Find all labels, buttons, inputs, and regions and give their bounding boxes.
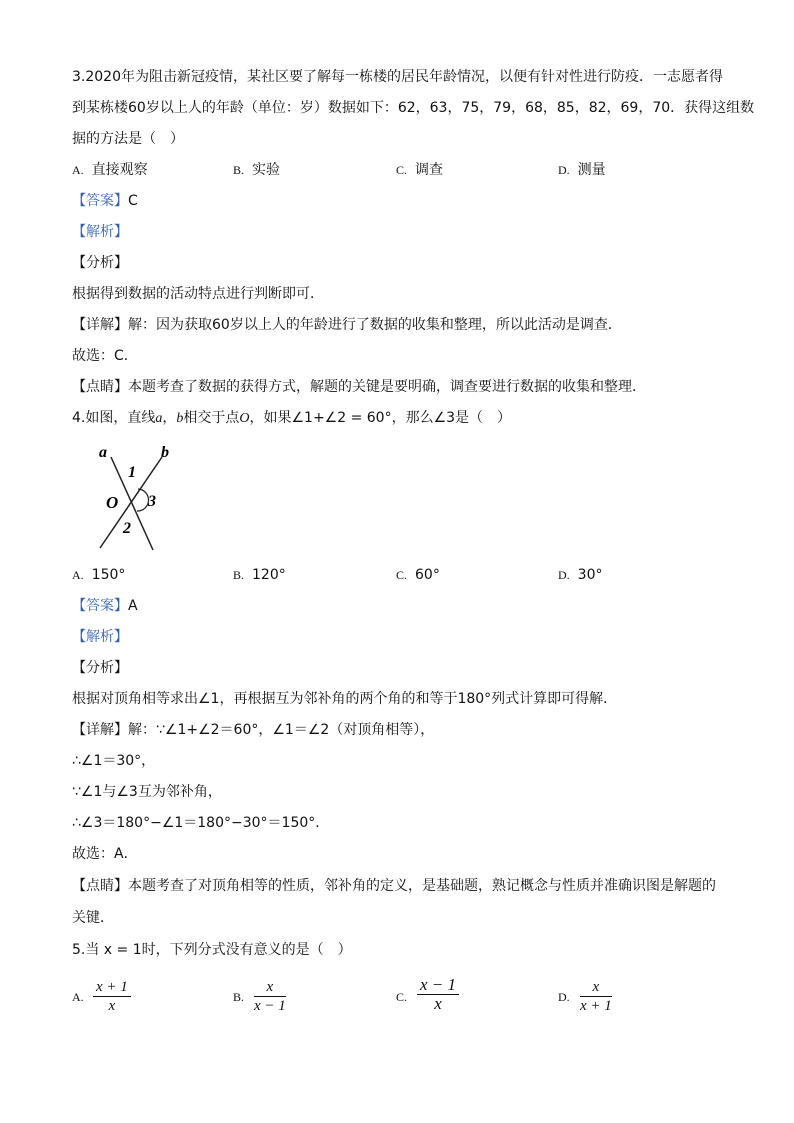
label-1: 1 <box>128 464 136 481</box>
q4-option-b: B. 120° <box>233 567 286 583</box>
q5-option-a-fraction: $\frac{x + 1}{x}$ <box>93 978 131 1015</box>
label-2: 2 <box>123 520 131 537</box>
q4-point: 【点睛】本题考查了对顶角相等的性质，邻补角的定义，是基础题，熟记概念与性质并准确识图是解题的 <box>72 878 716 894</box>
q4-option-d: D. 30° <box>558 567 603 583</box>
q5-option-c-fraction: $\frac{x - 1}{x}$ <box>417 976 459 1013</box>
q5-option-a-letter: A. <box>72 990 84 1004</box>
q3-fenxi-label: 【分析】 <box>72 255 128 271</box>
q4-analysis: 根据对顶角相等求出∠1，再根据互为邻补角的两个角的和等于180°列式计算即可得解． <box>72 691 618 707</box>
q3-stem-line2: 到某栋楼60岁以上人的年龄（单位：岁）数据如下：62，63，75，79，68，85，82，69，70．获得这组数 <box>72 100 755 116</box>
q4-answer: 【答案】A <box>72 598 138 614</box>
q4-fenxi-label: 【分析】 <box>72 660 128 676</box>
q3-stem-line1: 3.2020年为阻击新冠疫情，某社区要了解每一栋楼的居民年龄情况，以便有针对性进行防疫．一志愿者得 <box>72 69 723 85</box>
q3-option-a: A. 直接观察 <box>72 162 148 178</box>
q3-detail: 【详解】解：因为获取60岁以上人的年龄进行了数据的收集和整理，所以此活动是调查． <box>72 317 622 333</box>
q4-step1: ∴∠1＝30°， <box>72 753 156 769</box>
q4-stem: 4.如图，直线a，b相交于点O，如果∠1+∠2 = 60°，那么∠3是（ ） <box>72 410 512 426</box>
q3-choose: 故选：C． <box>72 348 138 364</box>
label-a: a <box>99 444 107 461</box>
q3-analysis: 根据得到数据的活动特点进行判断即可． <box>72 286 324 302</box>
label-b: b <box>161 444 169 461</box>
q3-answer: 【答案】C <box>72 193 138 209</box>
q3-option-c: C. 调查 <box>396 162 444 178</box>
q4-detail: 【详解】解：∵∠1+∠2＝60°，∠1＝∠2（对顶角相等）， <box>72 722 435 738</box>
q5-option-d-fraction: $\frac{x}{x + 1}$ <box>580 979 612 1014</box>
q4-figure <box>92 440 184 552</box>
q3-option-d: D. 测量 <box>558 162 606 178</box>
label-o: O <box>106 493 119 512</box>
q3-jiexi-label: 【解析】 <box>72 224 128 240</box>
q4-step2: ∵∠1与∠3互为邻补角， <box>72 784 222 800</box>
q3-stem-line3: 据的方法是（ ） <box>72 131 184 147</box>
q4-point-line2: 关键． <box>72 910 114 926</box>
q3-option-b: B. 实验 <box>233 162 281 178</box>
q5-option-b-letter: B. <box>233 990 245 1004</box>
q4-option-c: C. 60° <box>396 567 440 583</box>
q4-jiexi-label: 【解析】 <box>72 629 128 645</box>
q5-stem: 5.当 x = 1时，下列分式没有意义的是（ ） <box>72 942 352 958</box>
q4-choose: 故选：A． <box>72 846 138 862</box>
q3-point: 【点睛】本题考查了数据的获得方式，解题的关键是要明确，调查要进行数据的收集和整理． <box>72 379 646 395</box>
q5-option-c-letter: C. <box>396 990 408 1004</box>
q5-option-d-letter: D. <box>558 990 570 1004</box>
q5-option-b-fraction: $\frac{x}{x - 1}$ <box>254 979 286 1014</box>
label-3: 3 <box>148 493 156 510</box>
q4-step3: ∴∠3＝180°−∠1＝180°−30°＝150°． <box>72 815 330 831</box>
q4-option-a: A. 150° <box>72 567 126 583</box>
